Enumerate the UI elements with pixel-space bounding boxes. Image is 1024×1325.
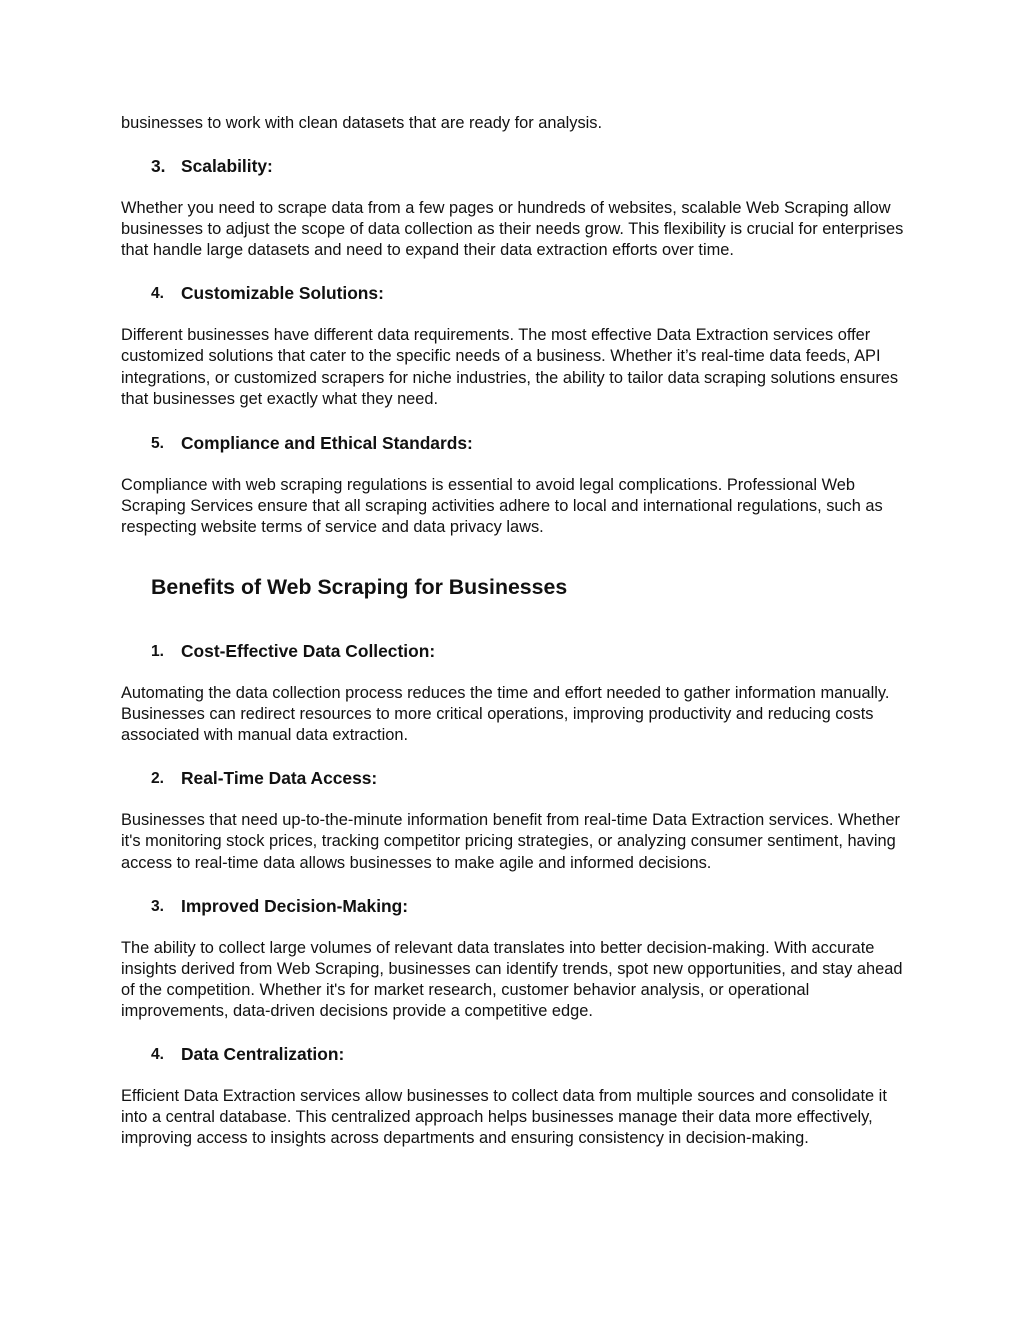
feature-body-compliance: Compliance with web scraping regulations is essential to avoid legal complications. Professional Web Scraping Services ensure that all scraping activities adhere to local and international regulations, such as respecting website terms of service and data privacy laws. <box>121 475 883 536</box>
benefit-body-centralization: Efficient Data Extraction services allow businesses to collect data from multiple sources and consolidate it into a central database. This centralized approach helps businesses manage their data more effectively, improving access to insights across departments and ensuring consistency in decision-making. <box>121 1086 887 1148</box>
benefit-heading-centralization <box>121 1043 916 1065</box>
feature-heading-compliance <box>121 432 916 454</box>
benefits-section-heading: Benefits of Web Scraping for Businesses <box>151 575 568 600</box>
benefit-number: 3. <box>151 897 165 915</box>
benefit-body-real-time: Businesses that need up-to-the-minute information benefit from real-time Data Extraction services. Whether it's monitoring stock prices, tracking competitor pricing strategies, or analyzing consumer sentiment, having access to real-time data allows businesses to make agile and informed decisions. <box>121 811 900 872</box>
feature-heading-scalability <box>121 155 916 177</box>
feature-heading-customizable <box>121 282 916 304</box>
feature-title: Compliance and Ethical Standards: <box>181 432 473 453</box>
intro-continuation: businesses to work with clean datasets that are ready for analysis. <box>121 114 603 132</box>
feature-body-scalability: Whether you need to scrape data from a few pages or hundreds of websites, scalable Web Scraping allow businesses to adjust the scope of data collection as their needs grow. This flexibility is crucial for enterprises that handle large datasets and need to expand their data extraction efforts over time. <box>121 199 904 260</box>
feature-number: 4. <box>151 285 165 303</box>
benefit-number: 1. <box>151 643 165 661</box>
document-page <box>121 113 916 1149</box>
benefit-body-decision-making: The ability to collect large volumes of relevant data translates into better decision-making. With accurate insights derived from Web Scraping, businesses can identify trends, spot new opportunities, and stay ahead of the competition. Whether it's for market research, customer behavior analysis, or operational improvements, data-driven decisions provide a competitive edge. <box>121 938 903 1020</box>
benefit-title: Cost-Effective Data Collection: <box>181 641 436 662</box>
benefit-heading-cost-effective <box>121 640 916 662</box>
feature-body-customizable: Different businesses have different data requirements. The most effective Data Extraction services offer customized solutions that cater to the specific needs of a business. Whether it’s real-time data feeds, API integrations, or customized scrapers for niche industries, the ability to tailor data scraping solutions ensures that businesses get exactly what they need. <box>121 326 899 408</box>
benefit-number: 2. <box>151 770 165 788</box>
benefit-title: Improved Decision-Making: <box>181 895 409 916</box>
benefit-title: Data Centralization: <box>181 1043 345 1064</box>
benefit-heading-decision-making <box>121 895 916 917</box>
feature-title: Customizable Solutions: <box>181 283 384 304</box>
feature-number: 5. <box>151 434 165 452</box>
benefit-number: 4. <box>151 1045 165 1063</box>
feature-number: 3. <box>151 156 166 177</box>
feature-title: Scalability: <box>181 156 273 177</box>
benefit-heading-real-time <box>121 767 916 789</box>
benefit-body-cost-effective: Automating the data collection process reduces the time and effort needed to gather information manually. Businesses can redirect resources to more critical operations, improving productivity and reducing costs associated with manual data extraction. <box>121 684 890 745</box>
benefit-title: Real-Time Data Access: <box>181 768 378 789</box>
